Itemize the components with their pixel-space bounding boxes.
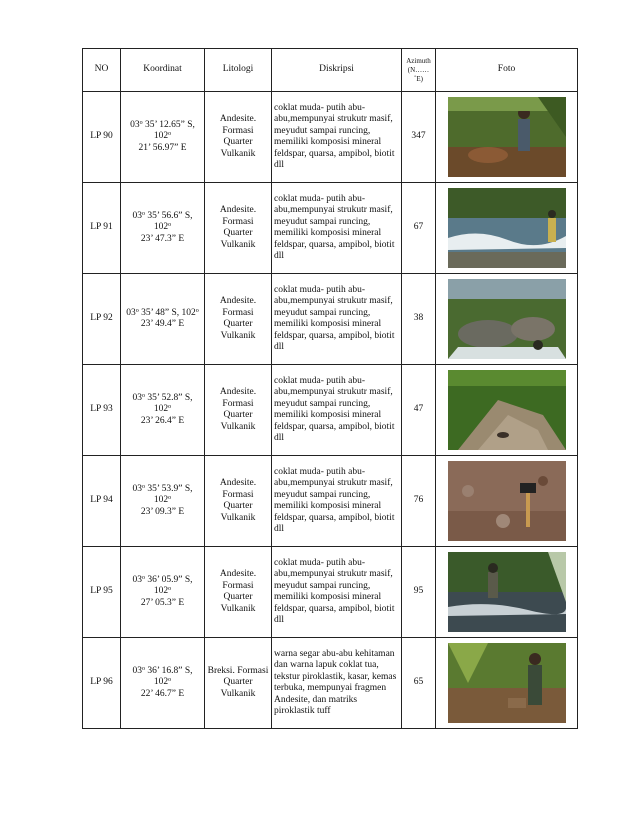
description-text: coklat muda- putih abu-abu,mempunyai strukutr masif, meyudut sampai runcing, memiliki komposisi mineral feldspar, quarsa, ampibol, biotit dll xyxy=(274,102,395,170)
station-number: LP 94 xyxy=(90,495,113,506)
cell-koordinat xyxy=(121,365,205,456)
table-row xyxy=(83,274,578,365)
cell-litologi xyxy=(205,365,272,456)
rock-hammer-outcrop-photo xyxy=(448,461,566,541)
coordinate-latitude: 03$^o$ 35’ 12.65” S, 102$^o$ xyxy=(130,119,195,142)
table-row xyxy=(83,456,578,547)
header-no: NO xyxy=(83,49,121,92)
description-text: coklat muda- putih abu-abu,mempunyai strukutr masif, meyudut sampai runcing, memiliki komposisi mineral feldspar, quarsa, ampibol, biotit dll xyxy=(274,284,395,352)
cell-no xyxy=(83,456,121,547)
description-text: warna segar abu-abu kehitaman dan warna lapuk coklat tua, tekstur piroklastik, kasar, kemas terbuka, mempunyai fragmen Andesite, dan matriks piroklastik tuff xyxy=(274,648,397,716)
cell-litologi xyxy=(205,547,272,638)
cell-diskripsi xyxy=(272,92,402,183)
coordinate-latitude: 03$^o$ 36’ 16.8” S, 102$^o$ xyxy=(132,665,193,688)
coordinate-latitude: 03$^o$ 36’ 05.9” S, 102$^o$ xyxy=(132,574,193,597)
coordinate-latitude: 03$^o$ 35’ 53.9” S, 102$^o$ xyxy=(132,483,193,506)
station-number: LP 91 xyxy=(90,222,113,233)
cell-azimuth xyxy=(402,365,436,456)
cell-koordinat xyxy=(121,274,205,365)
coordinate-longitude: 27’ 05.3” E xyxy=(140,597,185,608)
description-text: coklat muda- putih abu-abu,mempunyai strukutr masif, meyudut sampai runcing, memiliki komposisi mineral feldspar, quarsa, ampibol, biotit dll xyxy=(274,375,395,443)
cell-foto xyxy=(436,274,578,365)
cell-azimuth xyxy=(402,547,436,638)
lithology-text: Andesite. Formasi Quarter Vulkanik xyxy=(219,205,257,250)
stream-forest-person-photo xyxy=(448,552,566,632)
coordinate-latitude: 03$^o$ 35’ 52.8” S, 102$^o$ xyxy=(132,392,193,415)
lithology-text: Andesite. Formasi Quarter Vulkanik xyxy=(219,387,257,432)
cell-litologi xyxy=(205,183,272,274)
cell-koordinat xyxy=(121,638,205,729)
table-header-row xyxy=(83,49,578,92)
cell-azimuth xyxy=(402,638,436,729)
header-diskripsi: Diskripsi xyxy=(272,49,402,92)
cell-diskripsi xyxy=(272,456,402,547)
azimuth-value: 347 xyxy=(411,131,426,142)
river-rapids-photo xyxy=(448,188,566,268)
station-number: LP 93 xyxy=(90,404,113,415)
cell-no xyxy=(83,365,121,456)
table-row xyxy=(83,183,578,274)
stream-forest-person-photo-image xyxy=(448,552,566,632)
description-text: coklat muda- putih abu-abu,mempunyai strukutr masif, meyudut sampai runcing, memiliki komposisi mineral feldspar, quarsa, ampibol, biotit dll xyxy=(274,193,395,261)
table-row xyxy=(83,365,578,456)
cell-no xyxy=(83,638,121,729)
lithology-text: Andesite. Formasi Quarter Vulkanik xyxy=(219,296,257,341)
azimuth-value: 38 xyxy=(413,313,424,324)
person-vegetation-outcrop-photo-image xyxy=(448,643,566,723)
azimuth-value: 47 xyxy=(413,404,424,415)
station-number: LP 90 xyxy=(90,131,113,142)
observation-table xyxy=(82,48,578,729)
table-row xyxy=(83,547,578,638)
coordinate-longitude: 23’ 47.3” E xyxy=(140,233,185,244)
person-vegetation-outcrop-photo xyxy=(448,643,566,723)
person-outcrop-forest-photo xyxy=(448,97,566,177)
cell-litologi xyxy=(205,274,272,365)
cell-diskripsi xyxy=(272,274,402,365)
description-text: coklat muda- putih abu-abu,mempunyai strukutr masif, meyudut sampai runcing, memiliki komposisi mineral feldspar, quarsa, ampibol, biotit dll xyxy=(274,557,395,625)
header-koordinat: Koordinat xyxy=(121,49,205,92)
lithology-text: Andesite. Formasi Quarter Vulkanik xyxy=(219,478,257,523)
azimuth-value: 76 xyxy=(413,495,424,506)
river-boulders-photo-image xyxy=(448,279,566,359)
cell-foto xyxy=(436,183,578,274)
cell-koordinat xyxy=(121,183,205,274)
azimuth-value: 95 xyxy=(413,586,424,597)
coordinate-longitude: 23’ 26.4” E xyxy=(140,415,185,426)
cell-koordinat xyxy=(121,456,205,547)
description-text: coklat muda- putih abu-abu,mempunyai strukutr masif, meyudut sampai runcing, memiliki komposisi mineral feldspar, quarsa, ampibol, biotit dll xyxy=(274,466,395,534)
cell-azimuth xyxy=(402,183,436,274)
station-number: LP 96 xyxy=(90,677,113,688)
cell-no xyxy=(83,92,121,183)
lithology-text: Breksi. Formasi Quarter Vulkanik xyxy=(207,665,269,699)
rock-hammer-outcrop-photo-image xyxy=(448,461,566,541)
cell-azimuth xyxy=(402,274,436,365)
cell-koordinat xyxy=(121,92,205,183)
lithology-text: Andesite. Formasi Quarter Vulkanik xyxy=(219,114,257,159)
cell-no xyxy=(83,547,121,638)
cell-azimuth xyxy=(402,92,436,183)
table-row xyxy=(83,638,578,729)
cell-foto xyxy=(436,365,578,456)
cell-litologi xyxy=(205,638,272,729)
header-foto: Foto xyxy=(436,49,578,92)
cell-litologi xyxy=(205,456,272,547)
lithology-text: Andesite. Formasi Quarter Vulkanik xyxy=(219,569,257,614)
coordinate-longitude: 23’ 49.4” E xyxy=(140,319,185,329)
cell-no xyxy=(83,183,121,274)
cell-diskripsi xyxy=(272,638,402,729)
rock-slope-vegetation-photo xyxy=(448,370,566,450)
cell-foto xyxy=(436,92,578,183)
coordinate-latitude: 03$^o$ 35’ 56.6” S, 102$^o$ xyxy=(132,210,193,233)
cell-diskripsi xyxy=(272,365,402,456)
station-number: LP 95 xyxy=(90,586,113,597)
header-azimuth-line2: (N……˚E) xyxy=(407,65,430,83)
cell-no xyxy=(83,274,121,365)
coordinate-latitude: 03$^o$ 35’ 48” S, 102$^o$ xyxy=(126,307,199,318)
cell-foto xyxy=(436,547,578,638)
header-azimuth xyxy=(402,49,436,92)
cell-diskripsi xyxy=(272,547,402,638)
rock-slope-vegetation-photo-image xyxy=(448,370,566,450)
river-rapids-photo-image xyxy=(448,188,566,268)
person-outcrop-forest-photo-image xyxy=(448,97,566,177)
azimuth-value: 67 xyxy=(413,222,424,233)
azimuth-value: 65 xyxy=(413,677,424,688)
cell-foto xyxy=(436,638,578,729)
cell-koordinat xyxy=(121,547,205,638)
cell-diskripsi xyxy=(272,183,402,274)
header-litologi: Litologi xyxy=(205,49,272,92)
cell-azimuth xyxy=(402,456,436,547)
river-boulders-photo xyxy=(448,279,566,359)
header-azimuth-line1: Azimuth xyxy=(406,56,431,65)
cell-foto xyxy=(436,456,578,547)
coordinate-longitude: 22’ 46.7” E xyxy=(140,688,185,699)
cell-litologi xyxy=(205,92,272,183)
coordinate-longitude: 21’ 56.97” E xyxy=(138,142,187,153)
table-row xyxy=(83,92,578,183)
coordinate-longitude: 23’ 09.3” E xyxy=(140,506,185,517)
station-number: LP 92 xyxy=(90,313,113,324)
